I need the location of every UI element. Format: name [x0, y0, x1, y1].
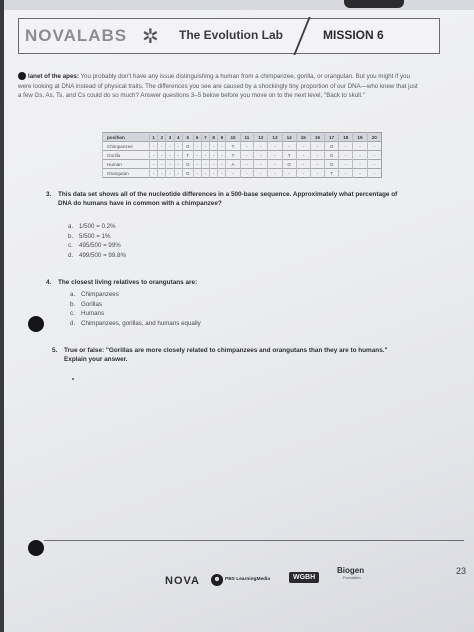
wgbh-logo: WGBH	[289, 572, 319, 583]
nucleotide-cell: -	[166, 142, 174, 151]
nucleotide-cell: -	[296, 142, 310, 151]
position-column-header: 4	[174, 133, 182, 142]
nucleotide-cell: -	[150, 151, 158, 160]
position-column-header: 16	[310, 133, 324, 142]
nucleotide-cell: -	[150, 169, 158, 178]
pencil-mark	[72, 378, 74, 380]
option-d[interactable]: d. Chimpanzees, gorillas, and humans equally	[70, 319, 201, 327]
position-column-header: 12	[254, 133, 268, 142]
nucleotide-cell: G	[182, 160, 193, 169]
nucleotide-cell: T	[282, 151, 296, 160]
header-divider	[293, 17, 310, 55]
nucleotide-cell: -	[174, 142, 182, 151]
position-column-header: 6	[193, 133, 201, 142]
nucleotide-cell: -	[166, 160, 174, 169]
nucleotide-cell: G	[325, 151, 339, 160]
position-column-header: 19	[353, 133, 367, 142]
nucleotide-cell: -	[201, 169, 209, 178]
nucleotide-cell: -	[310, 142, 324, 151]
position-column-header: 7	[201, 133, 209, 142]
nucleotide-cell: -	[282, 142, 296, 151]
nucleotide-cell: G	[182, 142, 193, 151]
question-4-options	[70, 290, 201, 328]
species-name: Chimpanzee	[103, 142, 150, 151]
page-number: 23	[456, 566, 467, 576]
nucleotide-cell: -	[158, 142, 166, 151]
nucleotide-cell: -	[218, 151, 226, 160]
species-row	[103, 142, 382, 151]
intro-heading: lanet of the apes:	[28, 73, 79, 80]
nucleotide-cell: -	[210, 160, 218, 169]
option-a[interactable]: a. Chimpanzees	[70, 291, 119, 298]
nucleotide-cell: G	[282, 160, 296, 169]
nucleotide-cell: -	[158, 169, 166, 178]
nucleotide-cell: -	[210, 142, 218, 151]
binder-clip	[344, 0, 404, 8]
position-column-header: 13	[268, 133, 282, 142]
nucleotide-cell: T	[226, 142, 240, 151]
nucleotide-cell: -	[174, 160, 182, 169]
option-a[interactable]: a. 1/500 = 0.2%	[68, 223, 116, 230]
nucleotide-cell: -	[240, 160, 254, 169]
nucleotide-cell: -	[240, 151, 254, 160]
pbs-head-icon: ☻	[211, 574, 223, 586]
nucleotide-cell: -	[254, 160, 268, 169]
top-paper-strip	[4, 0, 474, 10]
nucleotide-cell: -	[193, 151, 201, 160]
nucleotide-cell: -	[353, 142, 367, 151]
question-3-options	[68, 222, 126, 260]
question-number: 4.	[46, 279, 52, 286]
nucleotide-cell: -	[166, 151, 174, 160]
nucleotide-cell: -	[218, 169, 226, 178]
nucleotide-cell: -	[158, 151, 166, 160]
nucleotide-cell: -	[310, 160, 324, 169]
nucleotide-cell: -	[174, 151, 182, 160]
position-column-header: 9	[218, 133, 226, 142]
position-column-header: 3	[166, 133, 174, 142]
nucleotide-cell: -	[201, 151, 209, 160]
dna-sequence-table	[102, 132, 382, 178]
lab-header	[18, 18, 440, 54]
nucleotide-cell: -	[226, 169, 240, 178]
nucleotide-cell: -	[201, 160, 209, 169]
nucleotide-cell: -	[268, 160, 282, 169]
nucleotide-cell: -	[296, 151, 310, 160]
position-column-header: 15	[296, 133, 310, 142]
position-column-header: 11	[240, 133, 254, 142]
question-text: The closest living relatives to orangutans are:	[58, 279, 198, 286]
nucleotide-cell: -	[367, 151, 381, 160]
option-d[interactable]: d. 499/500 = 99.8%	[68, 251, 126, 259]
tree-of-life-icon: ✲	[142, 26, 159, 48]
nucleotide-cell: G	[325, 142, 339, 151]
nucleotide-cell: -	[240, 142, 254, 151]
option-b[interactable]: b. 5/500 = 1%	[68, 232, 111, 240]
position-column-header: 10	[226, 133, 240, 142]
nucleotide-cell: -	[353, 151, 367, 160]
question-number: 5.	[52, 347, 58, 354]
position-column-header: 8	[210, 133, 218, 142]
position-column-header: 18	[339, 133, 353, 142]
nucleotide-cell: -	[296, 160, 310, 169]
nucleotide-cell: -	[150, 142, 158, 151]
nucleotide-cell: -	[150, 160, 158, 169]
nucleotide-cell: -	[367, 142, 381, 151]
nucleotide-cell: -	[210, 169, 218, 178]
nucleotide-cell: T	[182, 151, 193, 160]
species-row	[103, 151, 382, 160]
nucleotide-cell: -	[210, 151, 218, 160]
nucleotide-cell: -	[282, 169, 296, 178]
option-c[interactable]: c. 495/500 = 99%	[68, 242, 121, 250]
nucleotide-cell: G	[325, 160, 339, 169]
position-column-header: 2	[158, 133, 166, 142]
nucleotide-cell: -	[268, 169, 282, 178]
nucleotide-cell: -	[353, 160, 367, 169]
nucleotide-cell: -	[339, 169, 353, 178]
punch-hole	[28, 316, 44, 332]
nucleotide-cell: -	[158, 160, 166, 169]
intro-body: You probably don't have any issue distinguishing a human from a chimpanzee, gorilla, or orangutan. But you might if you were looking at DNA instead of physical traits. The differences you see are caused by a shockingly tiny proportion of our DNA—who knew that just a few Gs, As, Ts, and Cs could do so much? Answer questions 3–5 below before you move on to the next level, "Back to skull."	[18, 73, 418, 100]
nova-logo: NOVA	[165, 575, 200, 587]
species-row	[103, 160, 382, 169]
nucleotide-cell: -	[218, 142, 226, 151]
question-text: This data set shows all of the nucleotide differences in a 500-base sequence. Approximately what percentage of DNA do humans have in common with a chimpanzee?	[58, 191, 398, 207]
question-number: 3.	[46, 191, 52, 198]
species-name: Orangutan	[103, 169, 150, 178]
nucleotide-cell: -	[310, 151, 324, 160]
intro-paragraph	[18, 72, 420, 101]
position-column-header: 20	[367, 133, 381, 142]
nucleotide-cell: -	[254, 151, 268, 160]
mission-title: MISSION 6	[323, 28, 384, 42]
nucleotide-cell: -	[339, 151, 353, 160]
nucleotide-cell: -	[254, 169, 268, 178]
nucleotide-cell: A	[226, 160, 240, 169]
nucleotide-cell: -	[353, 169, 367, 178]
species-name: Gorilla	[103, 151, 150, 160]
nucleotide-cell: -	[193, 160, 201, 169]
nucleotide-cell: -	[339, 142, 353, 151]
nucleotide-cell: -	[166, 169, 174, 178]
position-column-header: 17	[325, 133, 339, 142]
lab-title: The Evolution Lab	[179, 28, 283, 42]
novalabs-logo: NOVALABS	[25, 26, 128, 45]
worksheet-page	[4, 0, 474, 632]
nucleotide-cell: -	[174, 169, 182, 178]
nucleotide-cell: -	[310, 169, 324, 178]
nucleotide-cell: T	[325, 169, 339, 178]
nucleotide-cell: -	[201, 142, 209, 151]
nucleotide-cell: -	[268, 151, 282, 160]
punch-hole	[28, 540, 44, 556]
nucleotide-cell: G	[182, 169, 193, 178]
nucleotide-cell: -	[193, 169, 201, 178]
pbs-learningmedia-logo: PBS LearningMedia	[225, 577, 271, 582]
option-c[interactable]: c. Humans	[70, 310, 105, 318]
nucleotide-cell: T	[226, 151, 240, 160]
nucleotide-cell: -	[218, 160, 226, 169]
position-header: position	[103, 133, 150, 142]
option-b[interactable]: b. Gorillas	[70, 300, 102, 308]
nucleotide-cell: -	[367, 169, 381, 178]
position-column-header: 14	[282, 133, 296, 142]
nucleotide-cell: -	[254, 142, 268, 151]
nucleotide-cell: -	[339, 160, 353, 169]
nucleotide-cell: -	[367, 160, 381, 169]
position-column-header: 1	[150, 133, 158, 142]
punch-hole-bullet	[18, 72, 26, 80]
footer-rule	[44, 540, 464, 541]
biogen-logo: Biogen	[337, 566, 365, 575]
biogen-foundation-label: Foundation	[343, 576, 361, 580]
nucleotide-cell: -	[193, 142, 201, 151]
nucleotide-cell: -	[296, 169, 310, 178]
question-text: True or false: "Gorillas are more closely related to chimpanzees and orangutans than they are to humans." Explain your answer.	[64, 347, 388, 363]
species-row	[103, 169, 382, 178]
species-name: Human	[103, 160, 150, 169]
position-column-header: 5	[182, 133, 193, 142]
nucleotide-cell: -	[268, 142, 282, 151]
nucleotide-cell: -	[240, 169, 254, 178]
